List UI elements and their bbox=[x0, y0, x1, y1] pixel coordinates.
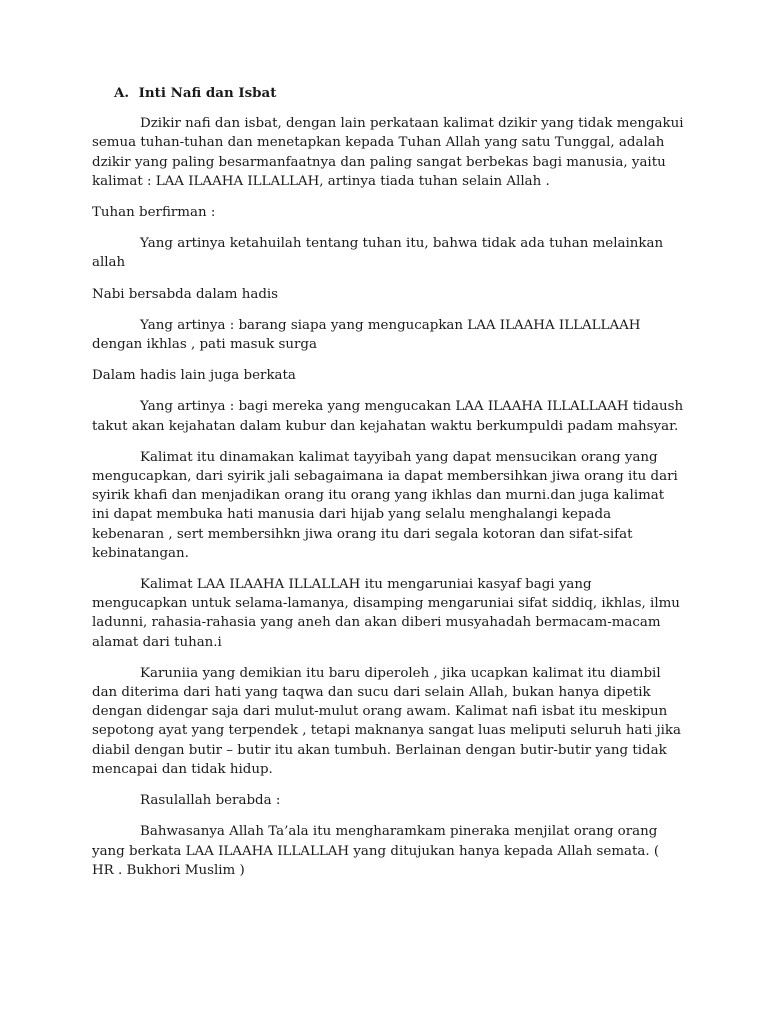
document-page bbox=[92, 84, 684, 892]
paragraph-hadis-meaning: Yang artinya : barang siapa yang mengucapkan LAA ILAAHA ILLALLAAH dengan ikhlas , pati masuk surga bbox=[92, 317, 641, 353]
paragraph-rasulallah-bersabda: Rasulallah berabda : bbox=[140, 793, 281, 809]
paragraph-hadis-bukhori: Bahwasanya Allah Ta’ala itu mengharamkam pineraka menjilat orang orang yang berkata LAA ILAAHA ILLALLAH yang ditujukan hanya kepada Allah semata. ( HR . Bukhori Muslim ) bbox=[92, 824, 660, 878]
paragraph-kasyaf: Kalimat LAA ILAAHA ILLALLAH itu mengaruniai kasyaf bagi yang mengucapkan untuk selama-lamanya, disamping mengaruniai sifat siddiq, ikhlas, ilmu ladunni, rahasia-rahasia yang aneh dan akan diberi musyahadah bermacam-macam alamat dari tuhan.i bbox=[92, 577, 680, 650]
paragraph-hadis-lain: Dalam hadis lain juga berkata bbox=[92, 368, 296, 384]
paragraph-kalimat-tayyibah: Kalimat itu dinamakan kalimat tayyibah yang dapat mensucikan orang yang mengucapkan, dari syirik jali sebagaimana ia dapat membersihkan jiwa orang itu dari syirik khafi dan menjadikan orang itu orang yang ikhlas dan murni.dan juga kalimat ini dapat membuka hati manusia dari hijab yang selalu menghalangi kepada kebenaran , sert membersihkn jiwa orang itu dari segala kotoran dan sifat-sifat kebinatangan. bbox=[92, 449, 678, 561]
section-title: Inti Nafi dan Isbat bbox=[138, 85, 277, 101]
paragraph-karunia: Karuniia yang demikian itu baru diperoleh , jika ucapkan kalimat itu diambil dan diterima dari hati yang taqwa dan sucu dari selain Allah, bukan hanya dipetik dengan didengar saja dari mulut-mulut orang awam. Kalimat nafi isbat itu meskipun sepotong ayat yang terpendek , tetapi maknanya sangat luas meliputi seluruh hati jika diabil dengan butir – butir itu akan tumbuh. Berlainan dengan butir-butir yang tidak mencapai dan tidak hidup. bbox=[92, 665, 681, 777]
paragraph-firman-meaning: Yang artinya ketahuilah tentang tuhan itu, bahwa tidak ada tuhan melainkan allah bbox=[92, 236, 664, 271]
paragraph-tuhan-berfirman: Tuhan berfirman : bbox=[92, 205, 216, 221]
paragraph-hadis-lain-meaning: Yang artinya : bagi mereka yang mengucakan LAA ILAAHA ILLALLAAH tidaush takut akan kejahatan dalam kubur dan kejahatan waktu berkumpuldi padam mahsyar. bbox=[92, 399, 684, 434]
section-heading bbox=[114, 84, 684, 103]
paragraph-nabi-bersabda: Nabi bersabda dalam hadis bbox=[92, 286, 279, 302]
section-number: A. bbox=[114, 85, 130, 101]
paragraph-intro: Dzikir nafi dan isbat, dengan lain perkataan kalimat dzikir yang tidak mengakui semua tuhan-tuhan dan menetapkan kepada Tuhan Allah yang satu Tunggal, adalah dzikir yang paling besarmanfaatnya dan paling sangat berbekas bagi manusia, yaitu kalimat : LAA ILAAHA ILLALLAH, artinya tiada tuhan selain Allah . bbox=[92, 116, 684, 189]
